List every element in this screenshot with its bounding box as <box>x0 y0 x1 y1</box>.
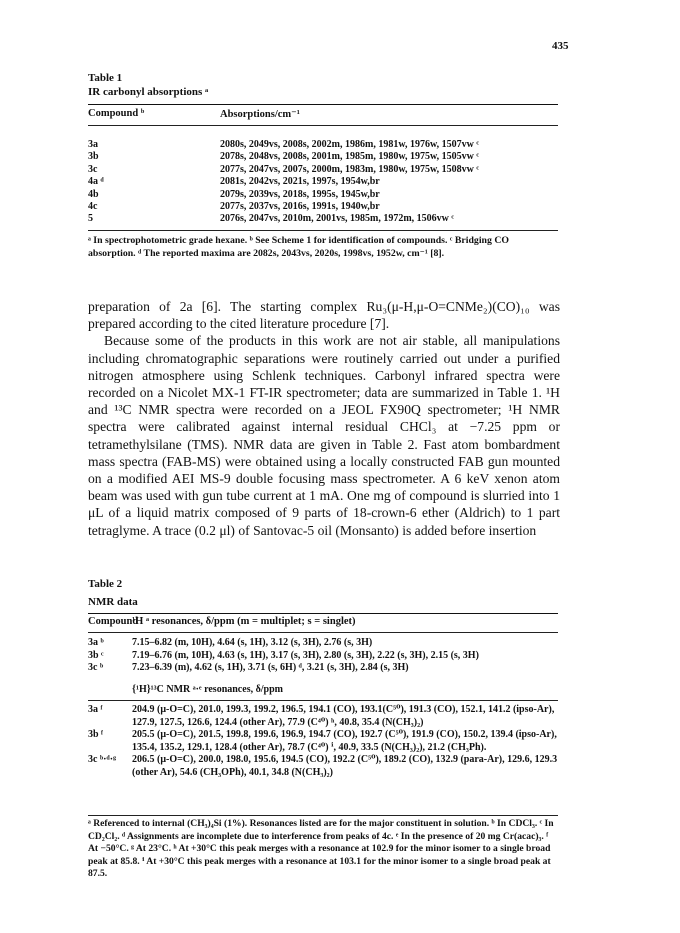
absorption-cell: 2080s, 2049vs, 2008s, 2002m, 1986m, 1981w, 1976w, 1507vw ᶜ <box>220 139 479 150</box>
table-row <box>88 189 558 201</box>
table1-body <box>88 139 558 226</box>
compound-cell: 3a ᶠ <box>88 704 103 715</box>
table2-c-body <box>88 704 558 780</box>
body-text <box>88 298 560 539</box>
table2-label: Table 2 <box>88 578 123 590</box>
absorption-cell: 2076s, 2047vs, 2010m, 2001vs, 1985m, 1972m, 1506vw ᶜ <box>220 213 454 225</box>
paragraph: preparation of 2a [6]. The starting complex Ru₃(μ-H,μ-O=CNMe₂)(CO)₁₀ was prepared according to the cited literature procedure [7]. <box>88 299 560 332</box>
table-row <box>88 201 558 213</box>
table1-header-rule <box>88 125 558 126</box>
compound-cell: 4c <box>88 201 98 213</box>
paragraph: Because some of the products in this work are not air stable, all manipulations including chromatographic separations were routinely carried out under a purified nitrogen atmosphere using Schlenk techniques. Carbonyl infrared spectra were recorded on a Nicolet MX-1 FT-IR spectrometer; data are summarized in Table 1. ¹H and ¹³C NMR spectra were recorded on a JEOL FX90Q spectrometer; ¹H NMR spectra were calibrated against internal residual CHCl₃ at −7.25 ppm or tetramethylsilane (TMS). NMR data are given in Table 2. Fast atom bombardment mass spectra (FAB-MS) were obtained using a locally constructed FAB gun mounted on a modified AEI MS-9 double focusing mass spectrometer. A 6 keV xenon atom beam was used with gun tube current at 1 mA. One mg of compound is slurried into 1 μL of a liquid matrix composed of 9 parts of 18-crown-6 ether (Aldrich) to 1 part tetraglyme. A trace (0.2 μl) of Santovac-5 oil (Monsanto) is added before insertion <box>88 333 560 538</box>
absorption-cell: 2077s, 2037vs, 2016s, 1991s, 1940w,br <box>220 201 380 213</box>
compound-cell: 3a <box>88 139 98 150</box>
table-row <box>88 151 558 163</box>
compound-cell: 4a ᵈ <box>88 176 104 188</box>
compound-cell: 3b <box>88 151 99 163</box>
compound-cell: 3c <box>88 163 98 175</box>
page-number: 435 <box>552 40 569 52</box>
resonance-cell: 205.5 (μ-O=C), 201.5, 199.8, 199.6, 196.9, 194.7 (CO), 192.7 (C⁵⁰), 191.9 (CO), 150.2, 139.4 (ipso-Ar), 135.4, 135.2, 129.1, 128.4 (other Ar), 78.7 (C⁴⁰) ⁱ, 40.9, 33.5 (N(CH₃)₂), 21.2 (CH₃Ph). <box>132 729 557 753</box>
table-row <box>88 637 558 650</box>
table-row <box>88 213 558 225</box>
table-row <box>88 662 558 675</box>
table2-h-body <box>88 637 558 675</box>
compound-cell: 3c ᵇ <box>88 662 104 674</box>
table2-col-h-resonances: ¹H ᵃ resonances, δ/ppm (m = multiplet; s = singlet) <box>132 616 356 627</box>
table1-bottom-rule <box>88 230 558 231</box>
resonance-cell: 7.19–6.76 (m, 10H), 4.63 (s, 1H), 3.17 (s, 3H), 2.80 (s, 3H), 2.22 (s, 3H), 2.15 (s, 3H) <box>132 649 479 661</box>
absorption-cell: 2077s, 2047vs, 2007s, 2000m, 1983m, 1980w, 1975w, 1508vw ᶜ <box>220 163 479 175</box>
resonance-cell: 204.9 (μ-O=C), 201.0, 199.3, 199.2, 196.5, 194.1 (CO), 193.1(C⁵⁰), 191.3 (CO), 152.1, 141.2 (ipso-Ar), 127.9, 127.5, 126.6, 124.4 (other Ar), 77.9 (C⁴⁰) ʰ, 40.8, 35.4 (N(CH₃)₂) <box>132 704 555 728</box>
resonance-cell: 7.23–6.39 (m), 4.62 (s, 1H), 3.71 (s, 6H) ᵈ, 3.21 (s, 3H), 2.84 (s, 3H) <box>132 662 409 674</box>
table2-top-rule <box>88 613 558 614</box>
table1-label: Table 1 <box>88 72 123 84</box>
compound-cell: 3c ᵇ·ᵈ·ᵍ <box>88 754 117 766</box>
table2-bottom-rule <box>88 815 558 816</box>
compound-cell: 4b <box>88 188 99 200</box>
absorption-cell: 2079s, 2039vs, 2018s, 1995s, 1945w,br <box>220 188 380 200</box>
compound-cell: 3b ᶠ <box>88 729 104 741</box>
table-row <box>88 704 558 729</box>
table2-caption: NMR data <box>88 596 138 608</box>
resonance-cell: 206.5 (μ-O=C), 200.0, 198.0, 195.6, 194.5 (CO), 192.2 (C⁵⁰), 189.2 (CO), 132.9 (para-Ar), 129.6, 129.3 (other Ar), 54.6 (CH₃OPh), 40.1, 34.8 (N(CH₃)₂) <box>132 754 558 778</box>
table2-c13-subheader: {¹H}¹³C NMR ᵃ·ᵉ resonances, δ/ppm <box>132 684 284 695</box>
table-row <box>88 164 558 176</box>
table1-footnote: ᵃ In spectrophotometric grade hexane. ᵇ See Scheme 1 for identification of compounds. ᶜ Bridging CO absorption. ᵈ The reported maxima are 2082s, 2043vs, 2020s, 1998vs, 1952w, cm⁻¹ [8]. <box>88 235 510 259</box>
table-row <box>88 650 558 663</box>
table2-footnote: ᵃ Referenced to internal (CH₃)₄Si (1%). Resonances listed are for the major constituent in solution. ᵇ In CDCl₃. ᶜ In CD₂Cl₂. ᵈ Assignments are incomplete due to interference from peaks of 4c. ᵉ In the presence of 20 mg Cr(acac)₃. ᶠ At −50°C. ᵍ At 23°C. ʰ At +30°C this peak merges with a resonance at 102.9 for the minor isomer to a single broad peak at 85.8. ⁱ At +30°C this peak merges with a resonance at 103.1 for the minor isomer to a single broad peak at 87.5. <box>88 818 554 880</box>
absorption-cell: 2081s, 2042vs, 2021s, 1997s, 1954w,br <box>220 176 380 188</box>
absorption-cell: 2078s, 2048vs, 2008s, 2001m, 1985m, 1980w, 1975w, 1505vw ᶜ <box>220 151 479 163</box>
compound-cell: 3a ᵇ <box>88 637 104 648</box>
table2-sub-rule <box>88 700 558 701</box>
compound-cell: 3b ᶜ <box>88 649 104 661</box>
table-row <box>88 729 558 754</box>
table1-col-compound: Compound ᵇ <box>88 108 145 119</box>
resonance-cell: 7.15–6.82 (m, 10H), 4.64 (s, 1H), 3.12 (s, 3H), 2.76 (s, 3H) <box>132 637 373 648</box>
compound-cell: 5 <box>88 213 93 225</box>
table2-col-compound: Compound <box>88 616 139 627</box>
table1-top-rule <box>88 104 558 105</box>
table2-header-rule <box>88 632 558 633</box>
table-row <box>88 139 558 151</box>
table-row <box>88 176 558 188</box>
table1-caption: IR carbonyl absorptions ᵃ <box>88 86 209 98</box>
table1-col-absorptions: Absorptions/cm⁻¹ <box>220 109 300 120</box>
table-row <box>88 754 558 779</box>
